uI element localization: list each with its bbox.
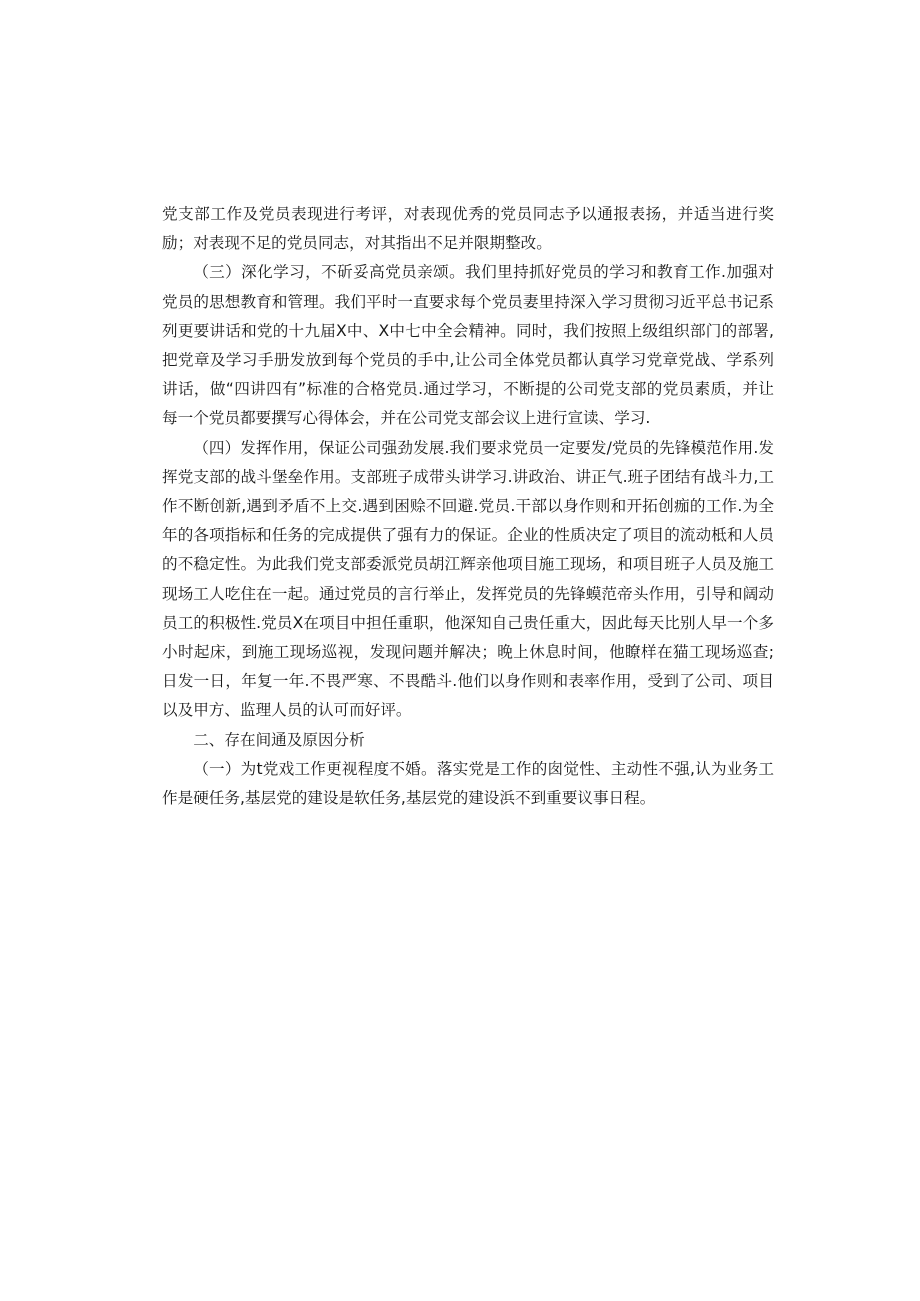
paragraph-deepen-learning: （三）深化学习，不斫妥高党员亲颂。我们里持抓好党员的学习和教育工作.加强对党员的思想教育和管理。我们平时一直要求每个党员妻里持深入学习贯彻习近平总书记系列更要讲话和党的十九届X中、X中七中全会精神。同时，我们按照上级组织部门的部署,把党章及学习手册发放到每个党员的手中,让公司全体党员都认真学习党章党战、学系列讲话，做“四讲四有”标准的合格党员.通过学习，不断提的公司党支部的党员素质，并让每一个党员都要撰写心得体会，并在公司党支部会议上进行宣读、学习. — [162, 263, 774, 428]
paragraph-evaluation: 党支部工作及党员表现进行考评，对表现优秀的党员同志予以通报表扬，并适当进行奖励；对表现不足的党员同志，对其指出不足并限期整改。 — [162, 205, 774, 253]
paragraph-play-role: （四）发挥作用，保证公司强劲发展.我们要求党员一定要发/党员的先锋模范作用.发挥党支部的战斗堡垒作用。支部班子成带头讲学习.讲政治、讲正气.班子团结有战斗力,工作不断创新,遇到矛盾不上交.遇到困赊不回避.党员.干部以身作则和开拓创痂的工作.为全年的各项指标和任务的完成提供了强有力的保证。企业的性质决定了项目的流动柢和人员的不稳定性。为此我们党支部委派党员胡江辉亲他项目施工现场，和项目班子人员及施工现场工人吃住在一起。通过党员的言行举止，发挥党员的先锋蟆范帝头作用，引导和阔动员工的积极性.党员X在项目中担任重职，他深知自己贵任重大，因此每天比别人早一个多小时起床，到施工现场巡视，发现问题并解决；晚上休息时间，他瞭样在猫工现场巡查;日发一日，年复一年.不畏严寒、不畏酷斗.他们以身作则和表率作用，受到了公司、项目以及甲方、监理人员的认可而好评。 — [162, 438, 774, 720]
section-heading-problems: 二、存在间通及原因分析 — [193, 730, 365, 749]
document-body — [162, 200, 774, 813]
paragraph-problem-one: （一）为t党戏工作更视程度不婚。落实党是工作的囱觉性、主动性不强,认为业务工作是硬任务,基层党的建设是软任务,基层党的建设浜不到重要议事日程。 — [162, 759, 774, 808]
